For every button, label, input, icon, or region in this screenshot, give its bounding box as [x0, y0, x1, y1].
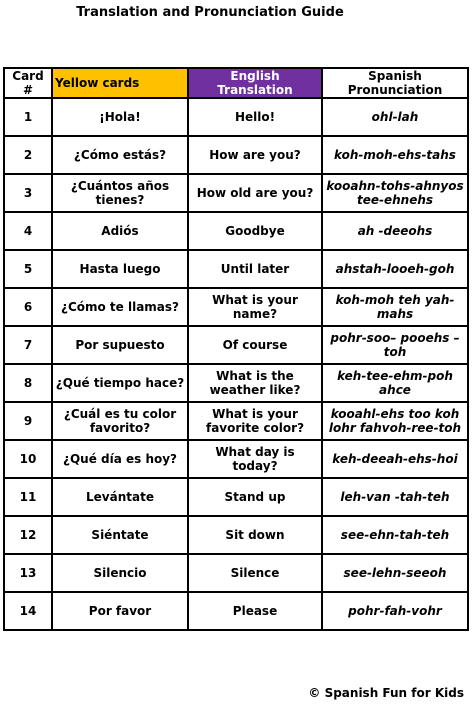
english-translation: Of course [188, 326, 322, 364]
pronunciation: keh-deeah-ehs-hoi [322, 440, 468, 478]
pronunciation: kooahl-ehs too koh lohr fahvoh-ree-toh [322, 402, 468, 440]
pronunciation: ahstah-looeh-goh [322, 250, 468, 288]
table-row [4, 174, 468, 212]
english-translation: Until later [188, 250, 322, 288]
english-translation: What day is today? [188, 440, 322, 478]
card-number: 14 [4, 592, 52, 630]
card-number: 6 [4, 288, 52, 326]
card-number: 12 [4, 516, 52, 554]
card-number: 3 [4, 174, 52, 212]
english-translation: What is the weather like? [188, 364, 322, 402]
copyright-footer: © Spanish Fun for Kids [308, 686, 464, 700]
pronunciation: keh-tee-ehm-poh ahce [322, 364, 468, 402]
english-translation-header: English Translation [188, 68, 322, 98]
card-number: 13 [4, 554, 52, 592]
spanish-phrase: Silencio [52, 554, 188, 592]
pronunciation: ohl-lah [322, 98, 468, 136]
table-row [4, 212, 468, 250]
table-row [4, 440, 468, 478]
pronunciation: pohr-soo– pooehs –toh [322, 326, 468, 364]
table-row [4, 516, 468, 554]
pronunciation: pohr-fah-vohr [322, 592, 468, 630]
english-translation: How are you? [188, 136, 322, 174]
card-number: 1 [4, 98, 52, 136]
table-row [4, 98, 468, 136]
spanish-phrase: Levántate [52, 478, 188, 516]
card-number: 11 [4, 478, 52, 516]
table-row [4, 402, 468, 440]
card-number: 5 [4, 250, 52, 288]
spanish-phrase: ¿Cuántos años tienes? [52, 174, 188, 212]
yellow-cards-header: Yellow cards [52, 68, 188, 98]
spanish-phrase: ¿Qué día es hoy? [52, 440, 188, 478]
spanish-phrase: ¿Cómo estás? [52, 136, 188, 174]
english-translation: What is your favorite color? [188, 402, 322, 440]
table-header-row [4, 68, 468, 98]
spanish-phrase: Por supuesto [52, 326, 188, 364]
spanish-phrase: Adiós [52, 212, 188, 250]
table-row [4, 288, 468, 326]
english-translation: How old are you? [188, 174, 322, 212]
table-row [4, 592, 468, 630]
pronunciation: ah -deeohs [322, 212, 468, 250]
card-number: 8 [4, 364, 52, 402]
pronunciation: koh-moh teh yah-mahs [322, 288, 468, 326]
pronunciation: kooahn-tohs-ahnyos tee-ehnehs [322, 174, 468, 212]
spanish-phrase: Siéntate [52, 516, 188, 554]
card-number: 9 [4, 402, 52, 440]
pronunciation: leh-van -tah-teh [322, 478, 468, 516]
page-title: Translation and Pronunciation Guide [76, 5, 344, 20]
card-number: 7 [4, 326, 52, 364]
table-row [4, 554, 468, 592]
pronunciation: see-lehn-seeoh [322, 554, 468, 592]
table-row [4, 364, 468, 402]
english-translation: Silence [188, 554, 322, 592]
english-translation: Please [188, 592, 322, 630]
spanish-phrase: Por favor [52, 592, 188, 630]
pronunciation: see-ehn-tah-teh [322, 516, 468, 554]
english-translation: Stand up [188, 478, 322, 516]
translation-table [3, 67, 469, 631]
spanish-phrase: ¿Cuál es tu color favorito? [52, 402, 188, 440]
card-number-header: Card # [4, 68, 52, 98]
table-row [4, 478, 468, 516]
card-number: 4 [4, 212, 52, 250]
spanish-phrase: ¿Qué tiempo hace? [52, 364, 188, 402]
pronunciation: koh-moh-ehs-tahs [322, 136, 468, 174]
table-body [4, 98, 468, 630]
card-number: 10 [4, 440, 52, 478]
spanish-pronunciation-header: Spanish Pronunciation [322, 68, 468, 98]
spanish-phrase: ¡Hola! [52, 98, 188, 136]
spanish-phrase: ¿Cómo te llamas? [52, 288, 188, 326]
table-row [4, 326, 468, 364]
english-translation: Hello! [188, 98, 322, 136]
english-translation: Sit down [188, 516, 322, 554]
card-number: 2 [4, 136, 52, 174]
table-row [4, 250, 468, 288]
english-translation: Goodbye [188, 212, 322, 250]
english-translation: What is your name? [188, 288, 322, 326]
table-row [4, 136, 468, 174]
spanish-phrase: Hasta luego [52, 250, 188, 288]
